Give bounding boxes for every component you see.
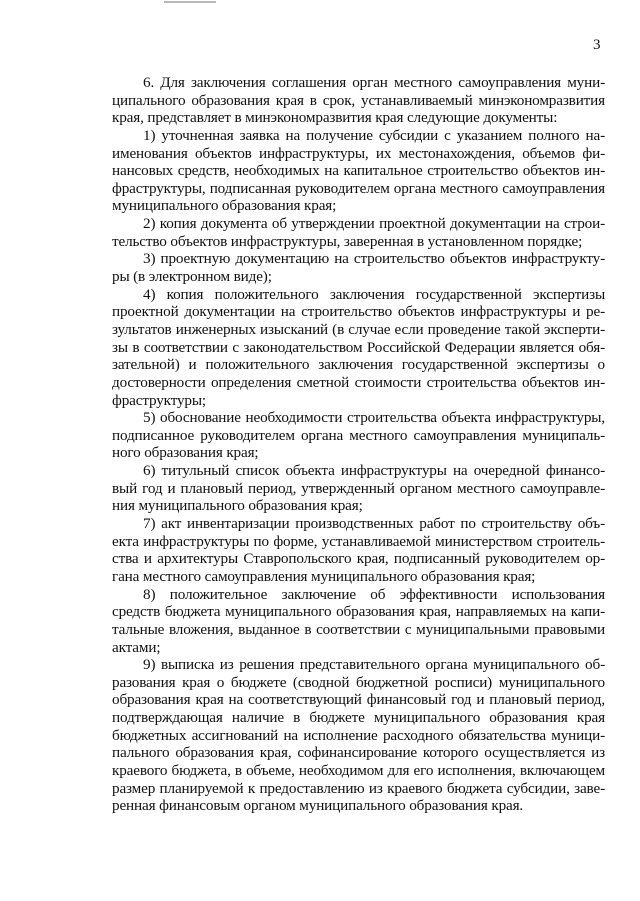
text-line: подписанное руководителем органа местного самоуправления муниципаль- [112,426,605,444]
text-line: нансовых средств, необходимых на капитальное строительство объектов ин- [112,162,605,180]
text-line: края, представляет в минэкономразвития края следующие документы: [112,109,558,127]
text-line: тельство объектов инфраструктуры, заверенная в установленном порядке; [112,232,583,250]
text-line: ципального образования края в срок, устанавливаемый минэкономразвития [112,91,605,109]
text-line: зультатов инженерных изысканий (в случае если проведение такой эксперти- [112,320,605,338]
text-line: именования объектов инфраструктуры, их местонахождения, объемов фи- [112,144,605,162]
text-line: 6. Для заключения соглашения орган местного самоуправления муни- [143,74,605,91]
paragraph-item4 [112,286,605,409]
text-line: 5) обоснование необходимости строительства объекта инфраструктуры, [143,409,605,427]
text-line: 6) титульный список объекта инфраструктуры на очередной финансо- [143,462,605,480]
text-line: ренная финансовым органом муниципального образования края. [112,797,524,815]
text-line: 3) проектную документацию на строительство объектов инфраструкту- [143,250,605,268]
text-line: ры (в электронном виде); [112,268,272,286]
text-line: ного образования края; [112,444,259,462]
document-body [112,74,605,815]
text-line: 7) акт инвентаризации производственных работ по строительству объ- [143,515,605,533]
text-line: образования края на соответствующий финансовый год и плановый период, [112,691,605,709]
text-line: вый год и плановый период, утвержденный органом местного самоуправле- [112,479,605,497]
text-line: 4) копия положительного заключения государственной экспертизы [143,285,605,303]
text-line: зательной) и положительного заключения государственной экспертизы о [112,356,605,374]
text-line: тальные вложения, выданное в соответствии с муниципальными правовыми [112,620,605,638]
paragraph-p6 [112,74,605,127]
paragraph-item8 [112,586,605,657]
text-line: разования края о бюджете (сводной бюджетной росписи) муниципального [112,673,605,691]
text-line: зы в соответствии с законодательством Российской Федерации является обя- [112,338,605,356]
text-line: екта инфраструктуры по форме, устанавливаемой министерством строитель- [112,532,605,550]
paragraph-item5 [112,409,605,462]
text-line: муниципального образования края; [112,197,337,215]
text-line: 2) копия документа об утверждении проектной документации на строи- [143,215,605,233]
text-line: проектной документации на строительство объектов инфраструктуры и ре- [112,303,605,321]
text-line: 9) выписка из решения представительного органа муниципального об- [143,656,605,674]
text-line: актами; [112,638,161,656]
scan-artifact-mark [196,1,216,3]
page-number: 3 [593,37,601,53]
text-line: подтверждающая наличие в бюджете муниципального образования края [112,709,605,727]
text-line: гана местного самоуправления муниципального образования края; [112,567,536,585]
paragraph-item9 [112,656,605,815]
paragraph-item1 [112,127,605,215]
text-line: ния муниципального образования края; [112,497,363,515]
text-line: фраструктуры; [112,391,207,409]
text-line: бюджетных ассигнований на исполнение расходного обязательства муници- [112,726,605,744]
text-line: 1) уточненная заявка на получение субсидии с указанием полного на- [143,126,605,144]
paragraph-item3 [112,250,605,285]
text-line: фраструктуры, подписанная руководителем органа местного самоуправления [112,179,605,197]
text-line: достоверности определения сметной стоимости строительства объектов ин- [112,373,605,391]
paragraph-item7 [112,515,605,586]
paragraph-item6 [112,462,605,515]
text-line: краевого бюджета, в объеме, необходимом для его исполнения, включающем [112,761,605,779]
text-line: 8) положительное заключение об эффективности использования [143,585,605,603]
text-line: ства и архитектуры Ставропольского края, подписанный руководителем ор- [112,550,605,568]
paragraph-item2 [112,215,605,250]
text-line: средств бюджета муниципального образования края, направляемых на капи- [112,603,605,621]
text-line: размер планируемой к предоставлению из краевого бюджета субсидии, заве- [112,779,605,797]
text-line: пального образования края, софинансирование которого осуществляется из [112,744,605,762]
